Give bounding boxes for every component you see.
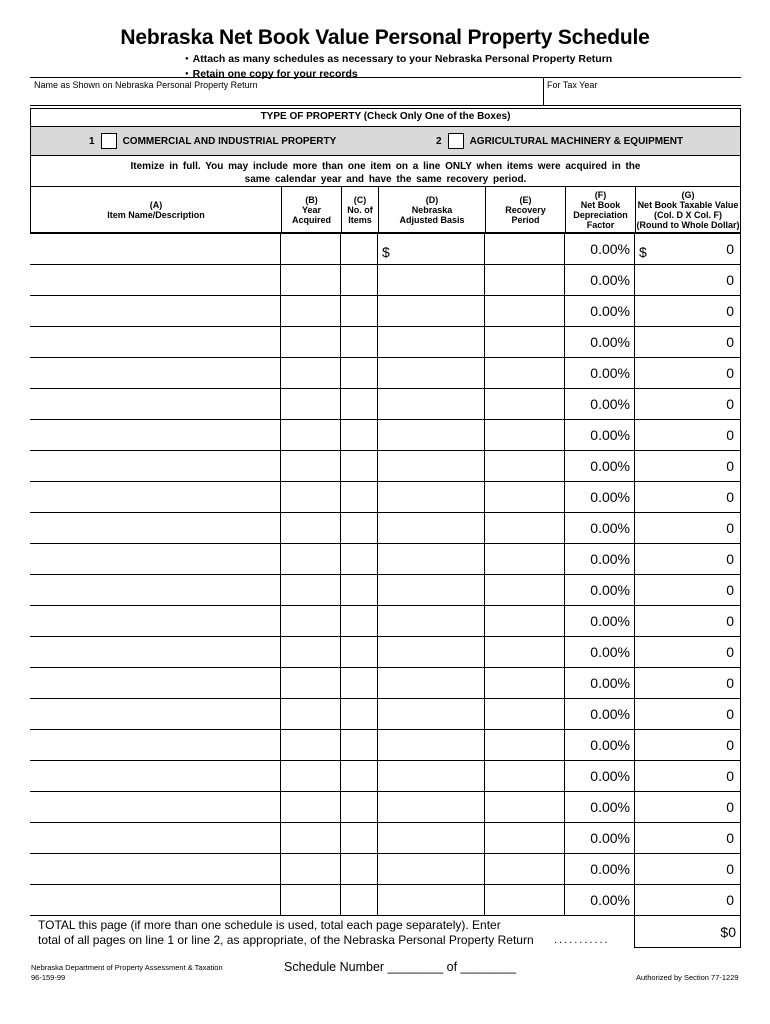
taxable-value: 0 [726,303,734,319]
taxable-value: 0 [726,706,734,722]
choice-number: 2 [436,135,442,147]
schedule-table [30,234,741,916]
table-row[interactable] [30,420,741,451]
taxable-value: 0 [726,861,734,877]
column-header-line: (B) [305,195,318,205]
column-header-e [485,187,565,233]
taxable-value: 0 [726,334,734,350]
column-header-f [565,187,635,233]
column-header-line: (C) [353,195,367,205]
table-row[interactable] [30,358,741,389]
depreciation-factor: 0.00% [590,489,630,505]
depreciation-factor: 0.00% [590,861,630,877]
column-header-line: (E) [519,195,532,205]
column-header-line: Items [348,215,372,225]
leader-dots: ........... [554,934,610,946]
property-type-heading: TYPE OF PROPERTY (Check Only One of the Boxes) [260,111,511,122]
total-value: $0 [720,924,736,940]
depreciation-factor: 0.00% [590,768,630,784]
column-header-line: (D) [425,195,439,205]
taxable-value: 0 [726,396,734,412]
column-header-line: (A) [149,200,163,210]
form-title: Nebraska Net Book Value Personal Property Schedule [120,26,650,49]
column-header-line: (G) [681,190,695,200]
table-row[interactable] [30,265,741,296]
depreciation-factor: 0.00% [590,737,630,753]
dollar-sign: $ [382,244,390,260]
taxable-value: 0 [726,892,734,908]
taxable-value: 0 [726,365,734,381]
name-label: Name as Shown on Nebraska Personal Property Return [34,80,258,90]
depreciation-factor: 0.00% [590,551,630,567]
itemize-instructions [31,157,740,187]
taxable-value: 0 [726,582,734,598]
form-number: 96-159-99 [31,973,66,982]
column-header-line: Net Book Taxable Value [637,200,739,210]
table-row[interactable] [30,389,741,420]
taxable-value: 0 [726,551,734,567]
taxable-value: 0 [726,799,734,815]
taxable-value: 0 [726,675,734,691]
depreciation-factor: 0.00% [590,799,630,815]
column-header-line: No. of [347,205,373,215]
bullet-attach: ● Attach as many schedules as necessary to your Nebraska Personal Property Return [185,53,612,68]
itemize-line-1: Itemize in full. You may include more than one item on a line ONLY when items were acquired in the [130,161,641,172]
table-row[interactable] [30,513,741,544]
depreciation-factor: 0.00% [590,365,630,381]
depreciation-factor: 0.00% [590,520,630,536]
property-type-section [30,108,741,234]
commercial-checkbox[interactable] [101,133,117,149]
column-header-b [281,187,341,233]
taxable-value: 0 [726,489,734,505]
taxable-value: 0 [726,272,734,288]
column-header-line: (Col. D X Col. F) [654,210,722,220]
column-header-line: (F) [594,190,607,200]
depreciation-factor: 0.00% [590,458,630,474]
table-row[interactable] [30,792,741,823]
table-row[interactable] [30,637,741,668]
department-info [31,963,223,983]
choice-number: 1 [89,135,95,147]
table-row[interactable] [30,885,741,916]
taxable-value: 0 [726,768,734,784]
choice-commercial [89,133,336,149]
depreciation-factor: 0.00% [590,613,630,629]
choice-label: AGRICULTURAL MACHINERY & EQUIPMENT [469,135,684,147]
table-row[interactable] [30,606,741,637]
depreciation-factor: 0.00% [590,427,630,443]
table-row[interactable] [30,234,741,265]
column-header-line: Year [301,205,322,215]
column-header-line: Recovery [505,205,546,215]
table-row[interactable] [30,699,741,730]
column-header-line: Acquired [291,215,331,225]
taxable-value: 0 [726,241,734,257]
tax-year-label: For Tax Year [547,80,598,90]
choice-agricultural [436,133,683,149]
column-header-c [341,187,378,233]
table-row[interactable] [30,482,741,513]
column-header-line: Adjusted Basis [399,215,465,225]
table-row[interactable] [30,451,741,482]
department-name: Nebraska Department of Property Assessment & Taxation [31,963,223,972]
table-row[interactable] [30,575,741,606]
column-header-line: Nebraska [411,205,453,215]
taxable-value: 0 [726,737,734,753]
column-header-line: Depreciation [573,210,628,220]
depreciation-factor: 0.00% [590,706,630,722]
property-type-choices [31,126,740,156]
total-field[interactable] [634,916,741,948]
itemize-line-2: same calendar year and have the same recovery period. [244,174,527,185]
taxable-value: 0 [726,520,734,536]
table-row[interactable] [30,544,741,575]
taxable-value: 0 [726,458,734,474]
taxable-value: 0 [726,427,734,443]
dollar-sign: $ [639,244,647,260]
column-header-line: (Round to Whole Dollar) [636,220,740,230]
depreciation-factor: 0.00% [590,892,630,908]
total-instructions [38,918,534,948]
column-header-d [378,187,485,233]
total-line-1: TOTAL this page (if more than one schedule is used, total each page separately). Enter [38,918,501,932]
depreciation-factor: 0.00% [590,396,630,412]
column-header-g [635,187,740,233]
taxable-value: 0 [726,613,734,629]
depreciation-factor: 0.00% [590,303,630,319]
taxable-value: 0 [726,830,734,846]
choice-label: COMMERCIAL AND INDUSTRIAL PROPERTY [122,135,337,147]
table-row[interactable] [30,327,741,358]
column-headers [31,187,740,233]
depreciation-factor: 0.00% [590,830,630,846]
table-row[interactable] [30,823,741,854]
table-row[interactable] [30,761,741,792]
table-row[interactable] [30,296,741,327]
table-row[interactable] [30,668,741,699]
depreciation-factor: 0.00% [590,272,630,288]
total-line-2: total of all pages on line 1 or line 2, as appropriate, of the Nebraska Personal Property Return [38,933,534,947]
depreciation-factor: 0.00% [590,644,630,660]
table-row[interactable] [30,730,741,761]
authorization-note: Authorized by Section 77-1229 [636,973,739,982]
column-header-line: Item Name/Description [107,210,205,220]
column-header-a [31,187,281,233]
name-taxyear-section [30,77,741,106]
column-header-line: Period [511,215,540,225]
agricultural-checkbox[interactable] [448,133,464,149]
column-header-line: Factor [586,220,615,230]
depreciation-factor: 0.00% [590,582,630,598]
taxable-value: 0 [726,644,734,660]
schedule-number: Schedule Number ________ of ________ [284,960,517,974]
depreciation-factor: 0.00% [590,675,630,691]
bullet-retain: ● Retain one copy for your records [185,68,612,83]
depreciation-factor: 0.00% [590,334,630,350]
table-row[interactable] [30,854,741,885]
depreciation-factor: 0.00% [590,241,630,257]
column-header-line: Net Book [580,200,621,210]
